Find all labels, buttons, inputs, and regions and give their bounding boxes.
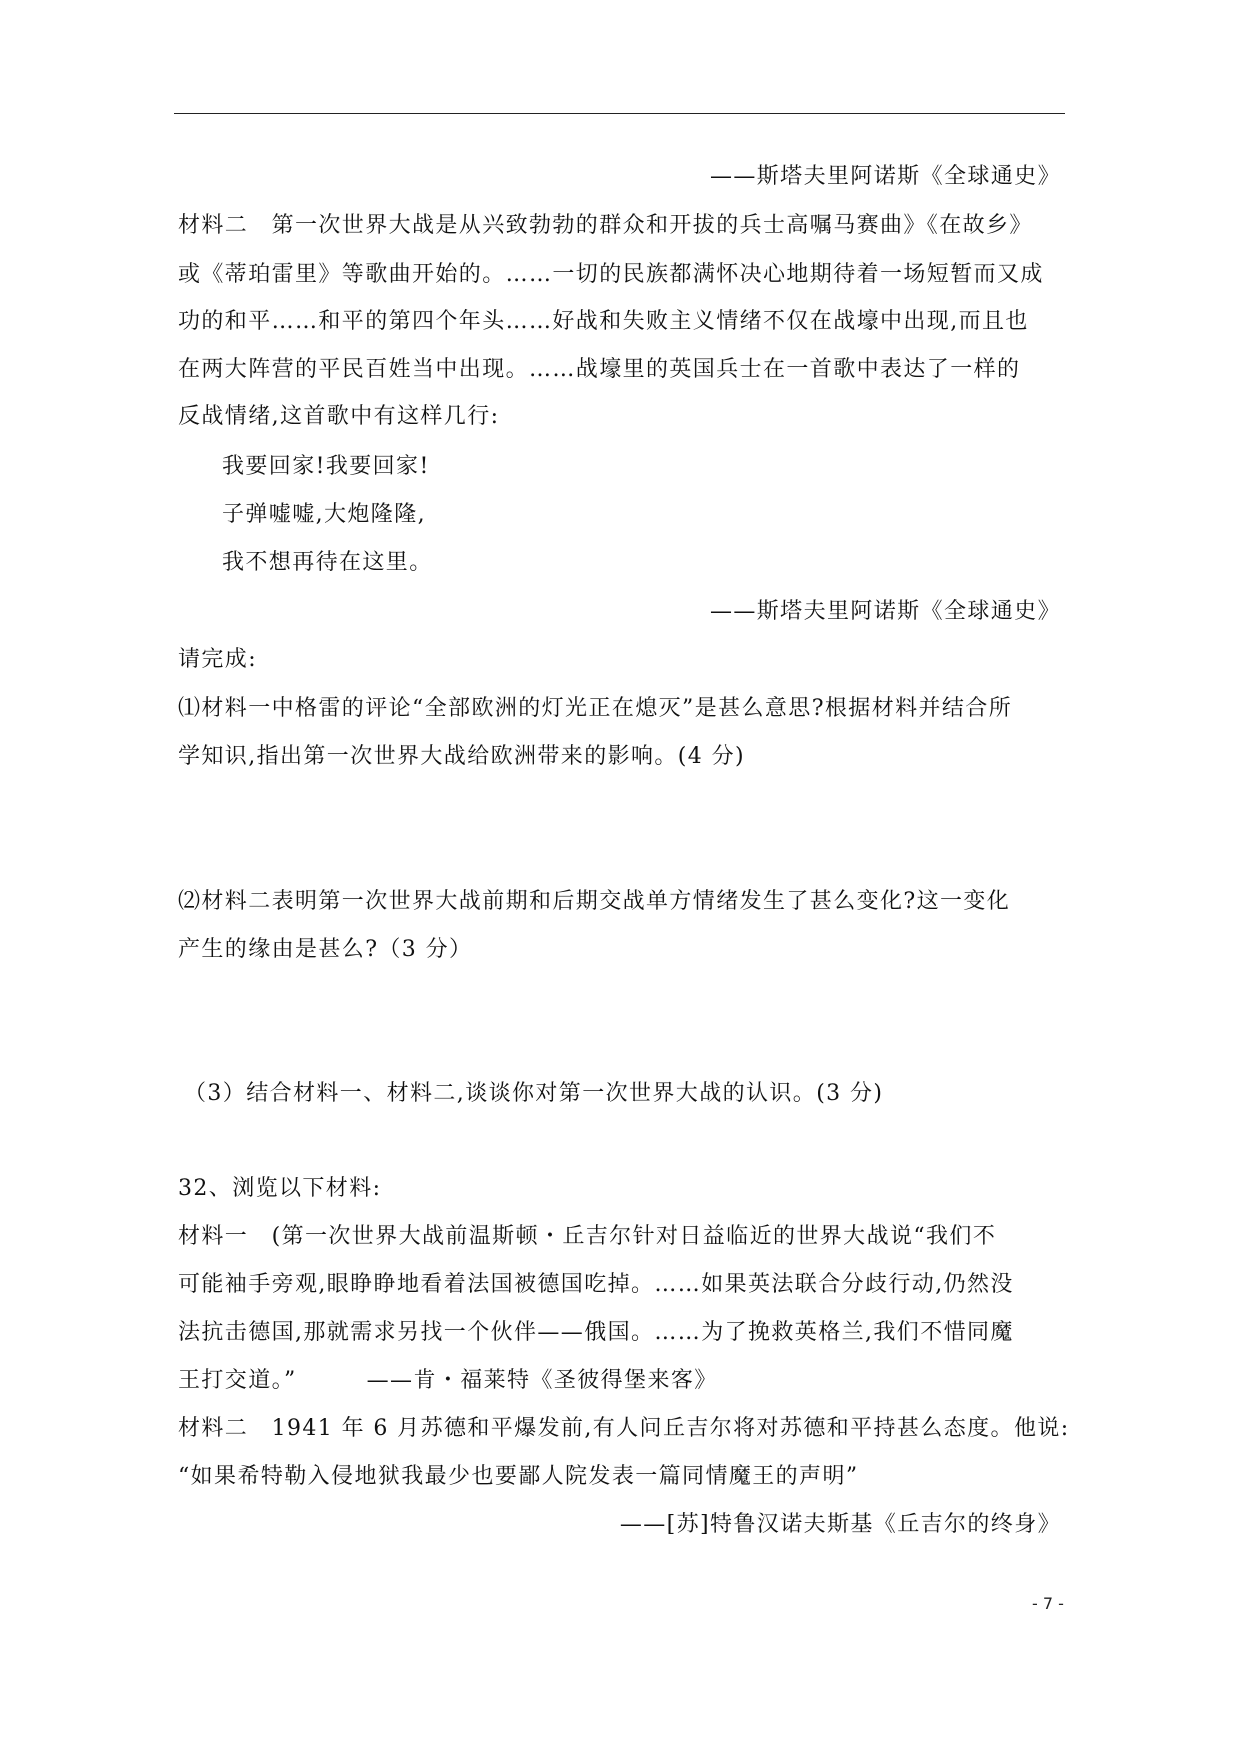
page-number: - 7 - <box>1032 1594 1064 1613</box>
header-rule <box>174 113 1065 114</box>
source-citation: ——斯塔夫里阿诺斯《全球通史》 <box>709 164 1061 189</box>
question-32-title: 32、浏览以下材料: <box>178 1176 382 1201</box>
material-two-text: 反战情绪,这首歌中有这样几行: <box>178 404 500 429</box>
question-1: ⑴材料一中格雷的评论“全部欧洲的灯光正在熄灭”是甚么意思?根据材料并结合所 <box>178 696 1013 721</box>
source-citation: ——斯塔夫里阿诺斯《全球通史》 <box>709 599 1061 624</box>
q32-material-one-text: 法抗击德国,那就需求另找一个伙伴——俄国。……为了挽救英格兰,我们不惜同魔 <box>178 1320 1014 1345</box>
source-citation: ——[苏]特鲁汉诺夫斯基《丘吉尔的终身》 <box>619 1512 1061 1537</box>
source-citation: ——肯・福莱特《圣彼得堡来客》 <box>366 1368 718 1393</box>
poem-line: 我不想再待在这里。 <box>222 550 433 575</box>
question-2: ⑵材料二表明第一次世界大战前期和后期交战单方情绪发生了甚么变化?这一变化 <box>178 889 1011 914</box>
poem-line: 子弹嘘嘘,大炮隆隆, <box>222 502 426 527</box>
question-1: 学知识,指出第一次世界大战给欧洲带来的影响。(4 分) <box>178 744 745 769</box>
question-3: （3）结合材料一、材料二,谈谈你对第一次世界大战的认识。(3 分) <box>184 1081 884 1106</box>
material-two-text: 功的和平……和平的第四个年头……好战和失败主义情绪不仅在战壕中出现,而且也 <box>178 309 1029 334</box>
q32-material-one-text: 材料一 (第一次世界大战前温斯顿・丘吉尔针对日益临近的世界大战说“我们不 <box>178 1224 997 1249</box>
q32-material-one-text <box>178 1366 1068 1396</box>
poem-line: 我要回家!我要回家! <box>222 454 430 479</box>
q32-material-one-end: 王打交道。” <box>178 1368 297 1393</box>
question-2: 产生的缘由是甚么?（3 分） <box>178 937 473 962</box>
material-two-text: 材料二 第一次世界大战是从兴致勃勃的群众和开拔的兵士高嘱马赛曲》《在故乡》 <box>178 213 1033 238</box>
material-two-text: 或《蒂珀雷里》等歌曲开始的。……一切的民族都满怀决心地期待着一场短暂而又成 <box>178 262 1044 287</box>
q32-material-two-text: 材料二 1941 年 6 月苏德和平爆发前,有人问丘吉尔将对苏德和平持甚么态度。他说: <box>178 1416 1070 1441</box>
instruction-text: 请完成: <box>178 647 258 672</box>
q32-material-one-text: 可能袖手旁观,眼睁睁地看着法国被德国吃掉。……如果英法联合分歧行动,仍然没 <box>178 1272 1014 1297</box>
material-two-text: 在两大阵营的平民百姓当中出现。……战壕里的英国兵士在一首歌中表达了一样的 <box>178 357 1021 382</box>
q32-material-two-text: “如果希特勒入侵地狱我最少也要鄙人院发表一篇同情魔王的声明” <box>178 1464 859 1489</box>
